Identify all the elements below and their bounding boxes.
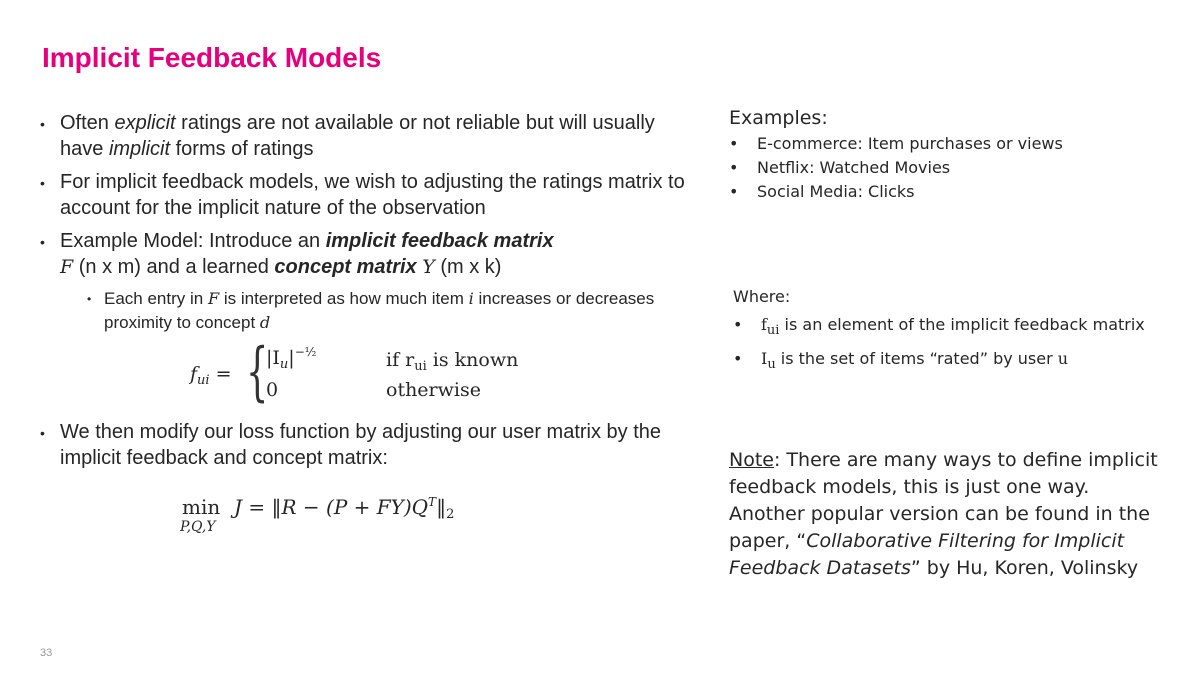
bullet-dot: • xyxy=(40,175,45,191)
main-content xyxy=(40,110,690,545)
list-item: • $f_{ui}$ is an element of the implicit feedback matrix xyxy=(733,315,1145,338)
bullet-explicit-ratings: • Often explicit ratings are not available or not reliable but will usually have implicit forms of ratings xyxy=(40,112,655,160)
where-box xyxy=(733,285,1153,381)
bullet-loss-function: • We then modify our loss function by adjusting our user matrix by the implicit feedback and concept matrix: xyxy=(40,421,662,469)
brace-glyph: { xyxy=(246,335,269,409)
list-item: • $I_u$ is the set of items “rated” by user u xyxy=(733,349,1069,372)
list-item: • Netflix: Watched Movies xyxy=(729,158,951,177)
note-label: Note xyxy=(729,449,774,471)
bullet-dot: • xyxy=(87,292,92,306)
where-header: Where: xyxy=(733,287,791,306)
list-item: • E-commerce: Item purchases or views xyxy=(729,134,1063,153)
note-box: Note: There are many ways to define implicit feedback models, this is just one way. Another popular version can be found in the paper, “Collaborative Filtering for Implicit Feedback Datasets” by Hu, Koren, Volinsky xyxy=(729,449,1158,579)
bullet-dot: • xyxy=(40,116,45,132)
sub-bullet-entry-meaning: • Each entry in F is interpreted as how much item i increases or decreases proximity to concept d xyxy=(87,289,655,332)
equation-loss: min P,Q,Y J = ‖R − $(P + FY)Q^T‖_2$ xyxy=(180,495,455,535)
bullet-implicit-models: • For implicit feedback models, we wish to adjusting the ratings matrix to account for the implicit nature of the observation xyxy=(40,171,685,219)
list-item: • Social Media: Clicks xyxy=(729,182,915,201)
page-number: 33 xyxy=(40,647,53,659)
examples-header: Examples: xyxy=(729,107,828,129)
bullet-dot: • xyxy=(40,425,45,441)
equation-fui: $f_{ui}$ = { $|I_u|^{-\frac{1}{2}}$ 0 if $r_{ui}$ is known otherwise xyxy=(190,335,519,409)
bullet-example-model: • Example Model: Introduce an implicit feedback matrix F (n x m) and a learned concept matrix Y (m x k) xyxy=(40,230,554,278)
examples-box xyxy=(729,106,1169,204)
slide-title: Implicit Feedback Models xyxy=(42,42,382,73)
bullet-dot: • xyxy=(40,234,45,250)
